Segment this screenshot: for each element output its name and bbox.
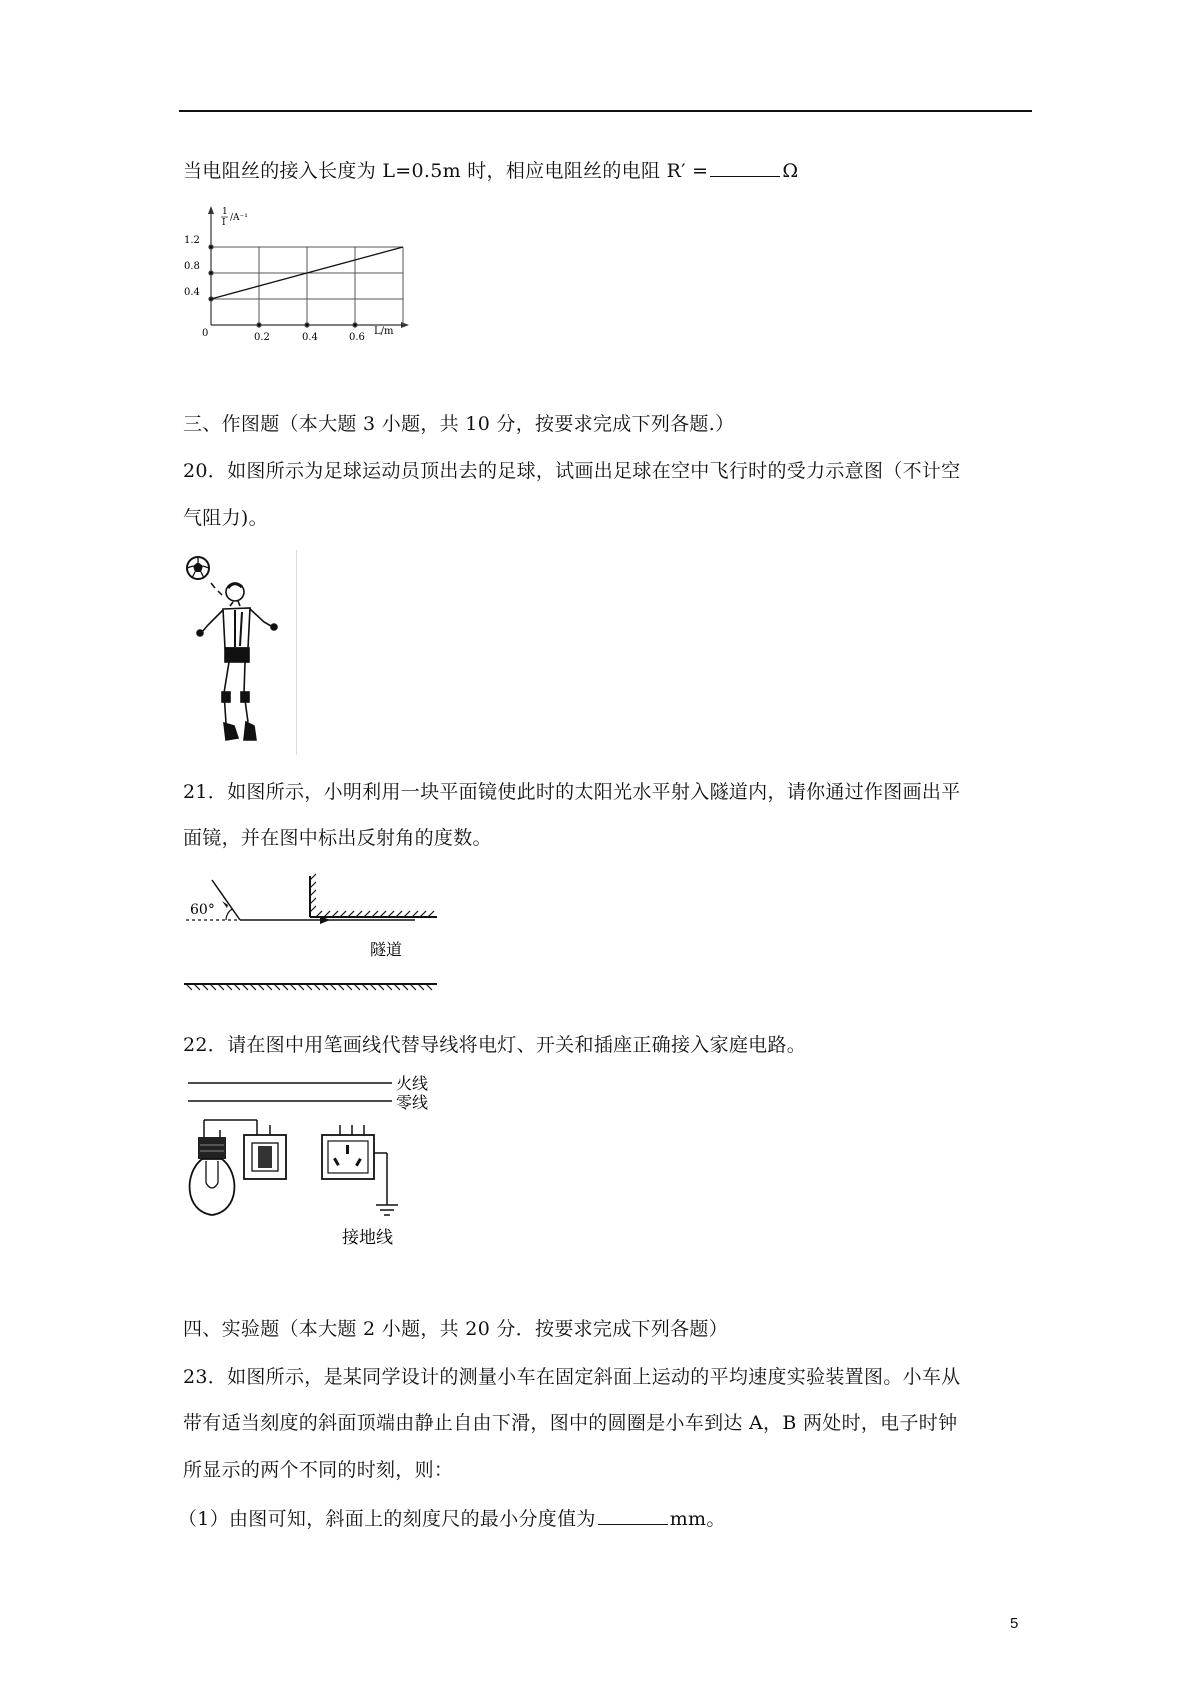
x-tick-dot: [257, 323, 261, 327]
y-axis-arrow: [208, 206, 214, 214]
ball-motion-lines: [211, 583, 222, 595]
section4-heading: 四、实验题（本大题 2 小题，共 20 分．按要求完成下列各题）: [183, 1318, 729, 1340]
live-wire-label: 火线: [396, 1075, 429, 1093]
q23-line2: 带有适当刻度的斜面顶端由静止自由下滑，图中的圆圈是小车到达 A，B 两处时，电子时钟: [183, 1412, 958, 1434]
q19-prefix: 当电阻丝的接入长度为 L=0.5m 时，相应电阻丝的电阻 R′ =: [183, 160, 709, 182]
inverse-current-length-graph: [178, 200, 418, 350]
x-tick-label-3: 0.6: [349, 332, 365, 343]
y-tick-dot: [209, 245, 213, 249]
ground-wire-label: 接地线: [342, 1228, 393, 1248]
y-tick-dot: [209, 271, 213, 275]
y-label-num: 1: [222, 207, 228, 217]
answer-blank-min-division[interactable]: [598, 1506, 668, 1525]
page-number: 5: [1010, 1615, 1019, 1632]
q23-sub1-prefix: （1）由图可知，斜面上的刻度尺的最小分度值为: [178, 1508, 596, 1530]
y-tick-label-3: 0.4: [184, 287, 200, 298]
angle-arc: [226, 909, 232, 920]
q20-line2: 气阻力)。: [183, 507, 268, 529]
origin-label: 0: [202, 328, 209, 339]
household-circuit-diagram: [182, 1075, 452, 1260]
y-tick-label-1: 1.2: [184, 235, 200, 246]
section3-heading: 三、作图题（本大题 3 小题，共 10 分，按要求完成下列各题.）: [183, 413, 735, 435]
x-tick-dot: [353, 323, 357, 327]
q23-line1: 23．如图所示，是某同学设计的测量小车在固定斜面上运动的平均速度实验装置图。小车从: [183, 1366, 961, 1388]
q21-line1: 21．如图所示，小明利用一块平面镜使此时的太阳光水平射入隧道内，请你通过作图画出平: [183, 781, 961, 803]
q19-resistance-line: [183, 158, 798, 183]
y-label-unit: /A⁻¹: [230, 213, 248, 223]
x-axis-arrow: [401, 322, 409, 328]
player-icon: [197, 583, 277, 740]
header-rule: [179, 110, 1032, 112]
q23-line3: 所显示的两个不同的时刻，则：: [183, 1459, 454, 1481]
x-tick-label-1: 0.2: [254, 332, 270, 343]
q22-line1: 22．请在图中用笔画线代替导线将电灯、开关和插座正确接入家庭电路。: [183, 1034, 807, 1056]
neutral-wire-label: 零线: [396, 1093, 429, 1112]
q21-line2: 面镜，并在图中标出反射角的度数。: [183, 827, 492, 849]
grid: [209, 245, 403, 327]
incident-ray: [212, 880, 240, 920]
socket-icon: [322, 1125, 387, 1205]
q23-sub1-line: [178, 1506, 726, 1531]
answer-blank-resistance[interactable]: [710, 158, 780, 177]
q23-sub1-unit: mm。: [669, 1508, 726, 1530]
football-icon: [187, 557, 209, 579]
y-label-den: I: [222, 218, 226, 228]
q20-line1: 20．如图所示为足球运动员顶出去的足球，试画出足球在空中飞行时的受力示意图（不计空: [183, 460, 961, 482]
y-tick-label-2: 0.8: [184, 261, 200, 272]
x-axis-label: L/m: [374, 326, 394, 337]
footballer-figure: [178, 550, 303, 755]
x-tick-dot: [305, 323, 309, 327]
ground-symbol-icon: [376, 1205, 398, 1215]
angle-label: 60°: [190, 902, 215, 918]
switch-icon: [244, 1125, 286, 1179]
tunnel-mirror-diagram: [182, 872, 442, 997]
x-tick-label-2: 0.4: [302, 332, 318, 343]
tunnel-label: 隧道: [370, 940, 403, 959]
q19-unit: Ω: [782, 160, 799, 182]
